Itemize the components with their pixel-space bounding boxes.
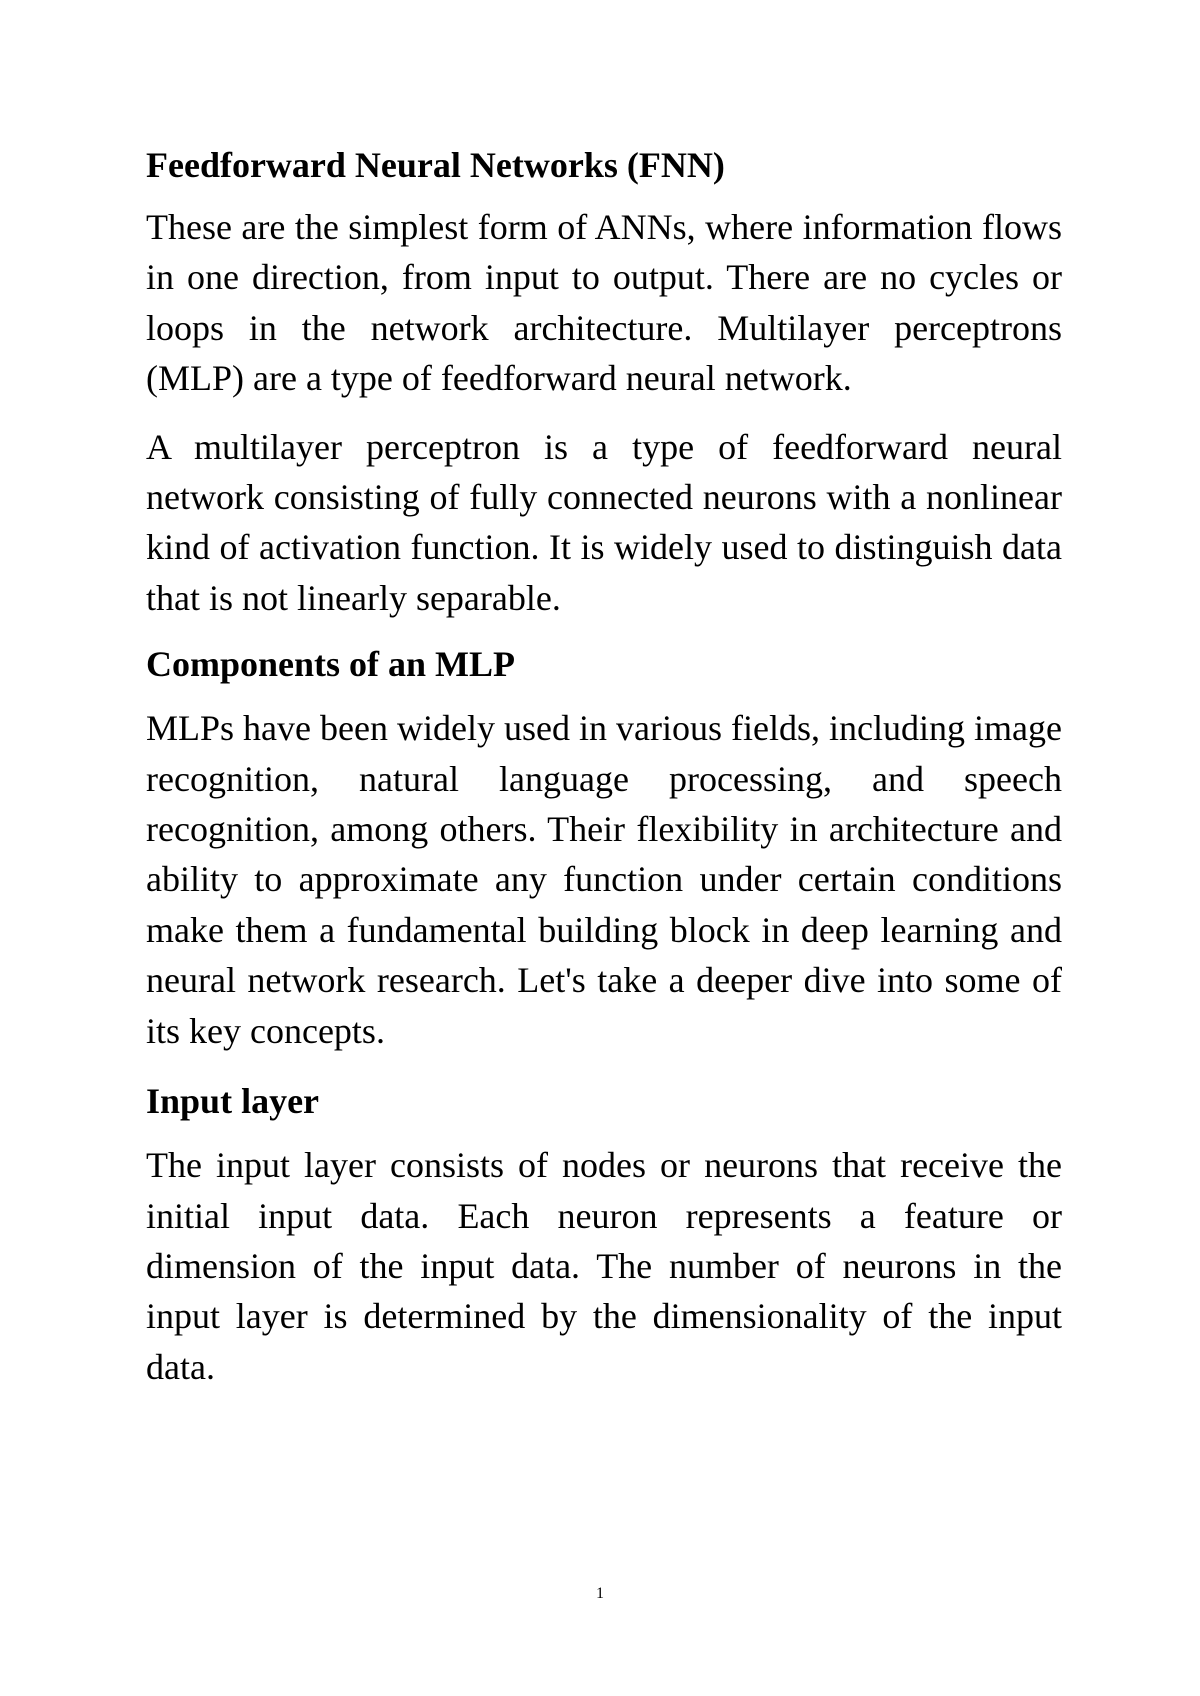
paragraph-components: MLPs have been widely used in various fields, including image recognition, natural language processing, and speech recognition, among others. Their flexibility in architecture and ability to approximate any function under certain conditions make them a fundamental building block in deep learning and neural network research. Let's take a deeper dive into some of its key concepts.: [146, 708, 1062, 1051]
paragraph-mlp-definition: A multilayer perceptron is a type of feedforward neural network consisting of fully connected neurons with a nonlinear kind of activation function. It is widely used to distinguish data that is not linearly separable.: [146, 426, 1062, 618]
document-page: [146, 140, 1062, 1392]
section-heading-input-layer: Input layer: [146, 1081, 320, 1122]
paragraph-input-layer: The input layer consists of nodes or neurons that receive the initial input data. Each neuron represents a feature or dimension of the input data. The number of neurons in the input layer is determined by the dimensionality of the input data.: [146, 1145, 1062, 1387]
page-number: 1: [596, 1585, 604, 1602]
paragraph-fnn-definition: These are the simplest form of ANNs, where information flows in one direction, from input to output. There are no cycles or loops in the network architecture. Multilayer perceptrons (MLP) are a type of feedforward neural network.: [146, 207, 1062, 399]
section-heading-fnn: Feedforward Neural Networks (FNN): [146, 145, 725, 185]
section-heading-components: Components of an MLP: [146, 644, 516, 685]
